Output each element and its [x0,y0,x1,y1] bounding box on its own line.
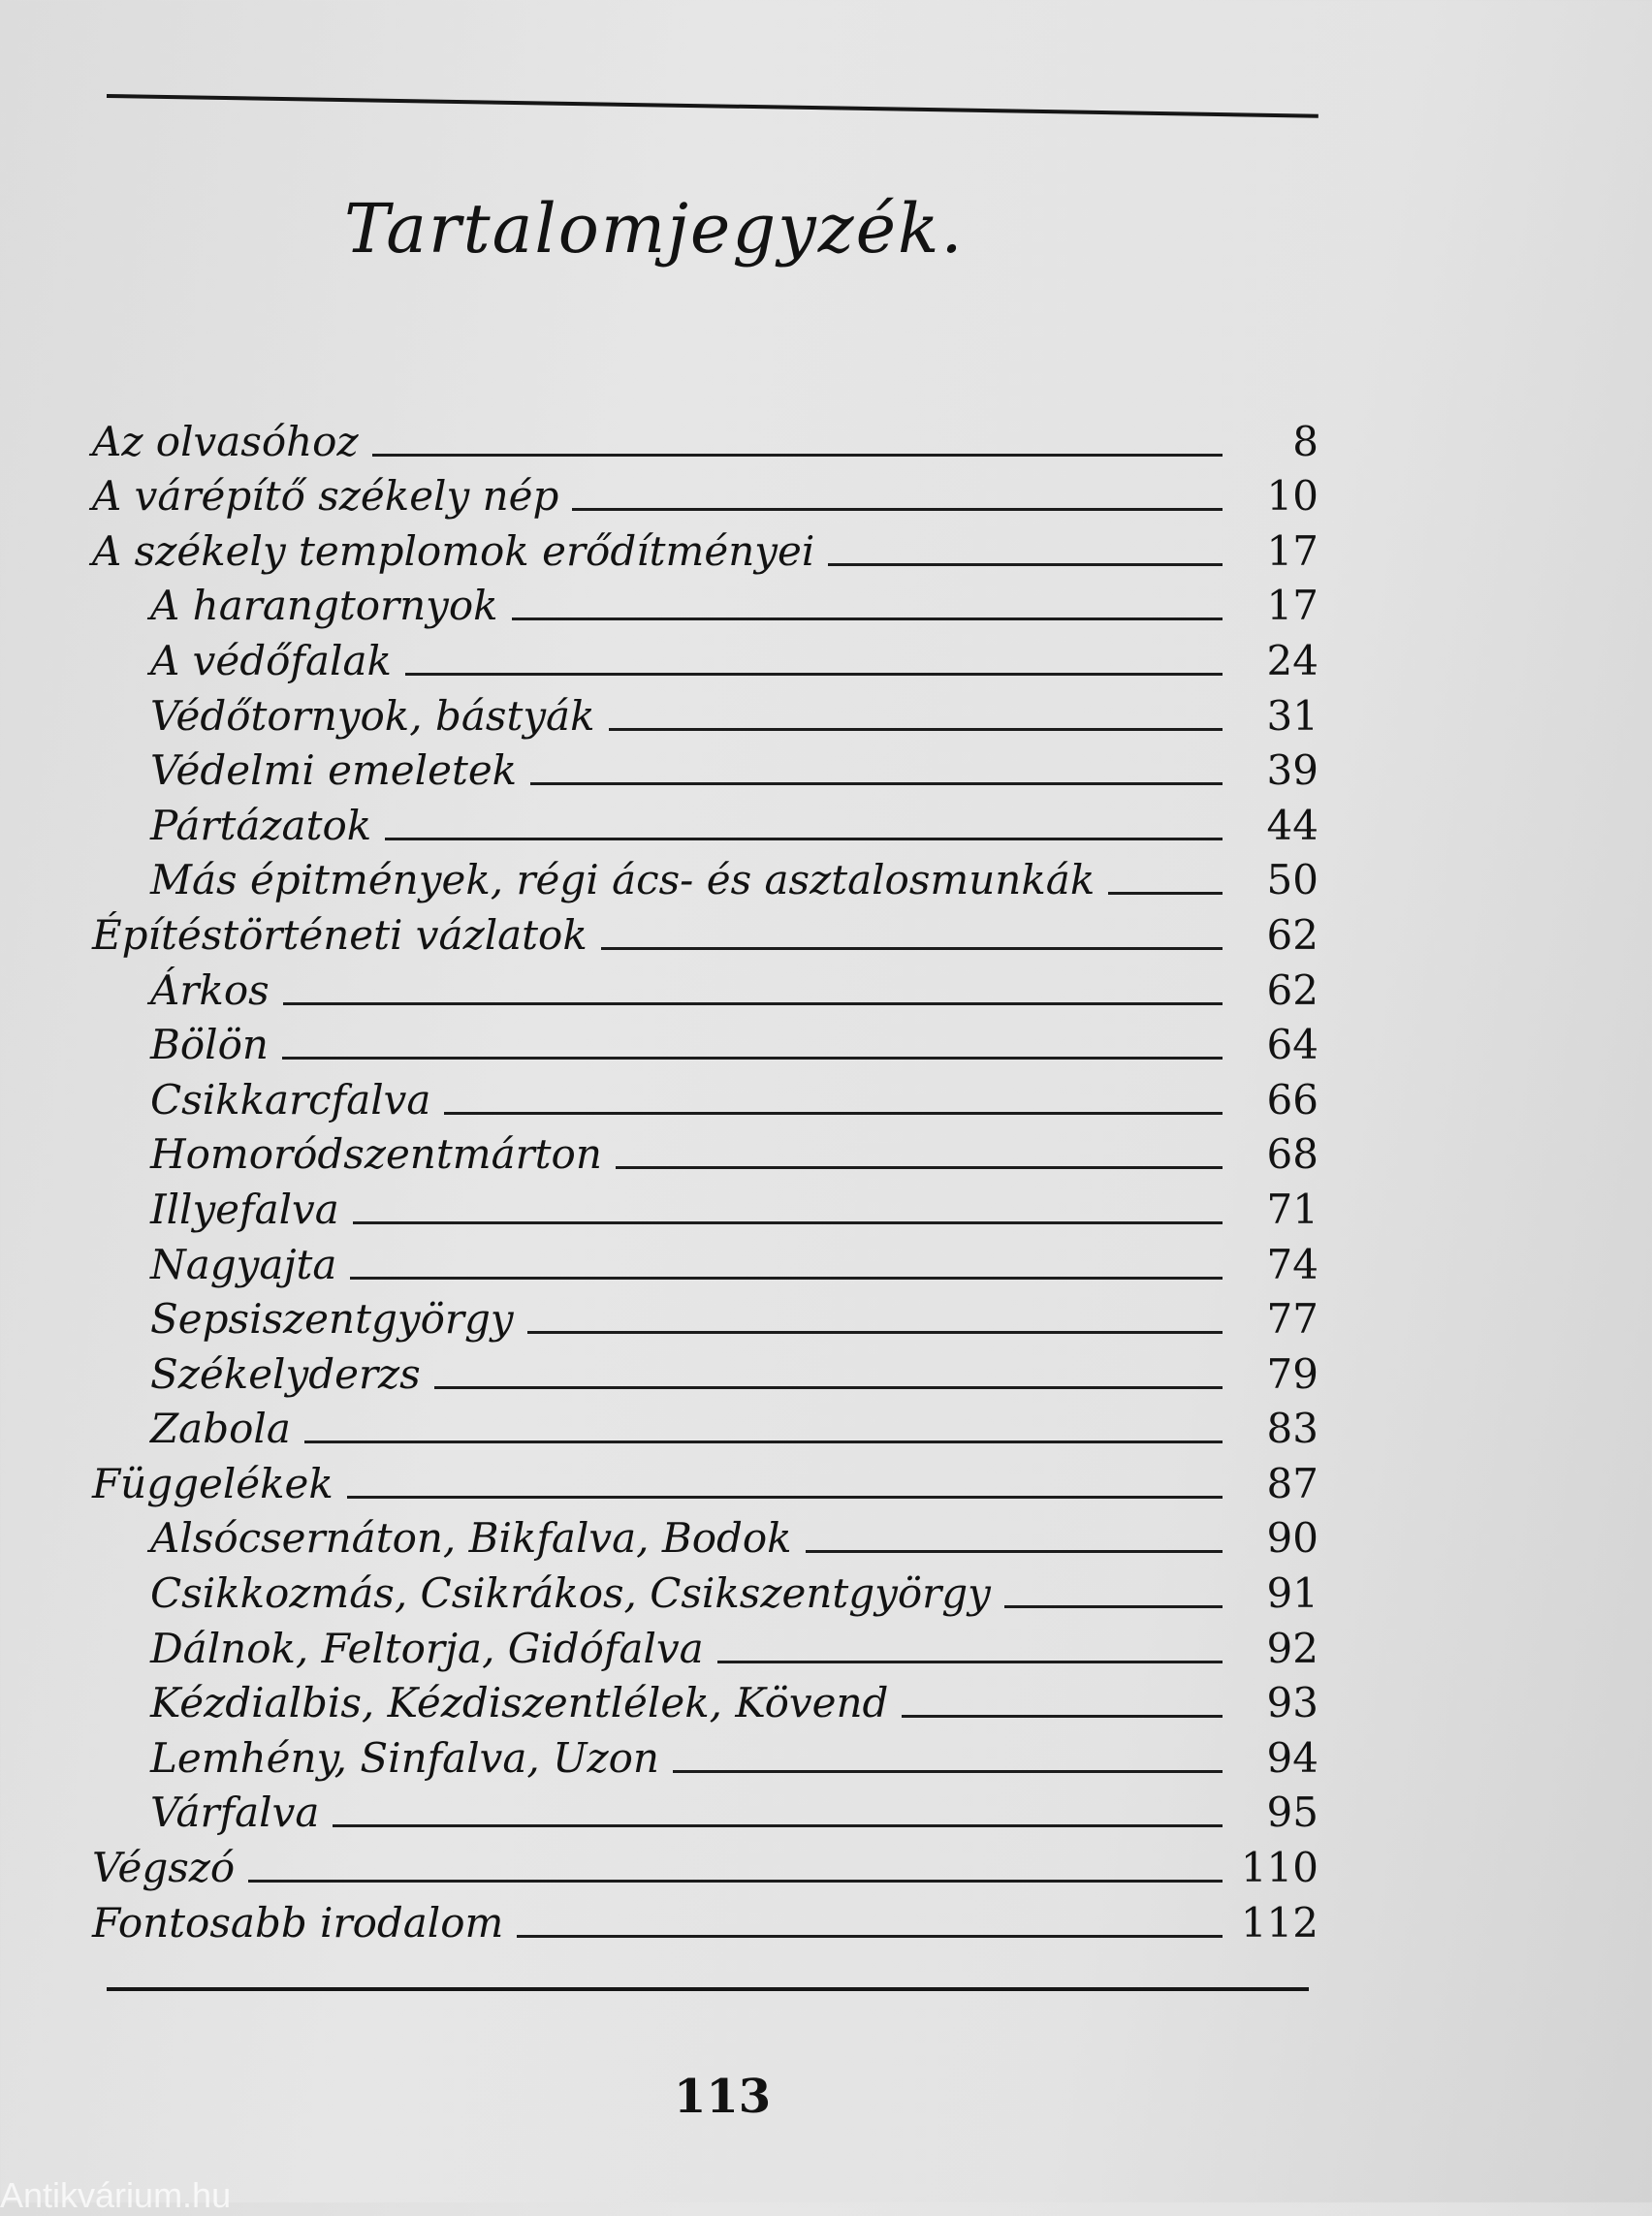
toc-leader-line [530,782,1223,785]
toc-entry [92,1559,1318,1618]
toc-entry-page: 110 [1240,1844,1318,1892]
toc-entry [92,517,1318,575]
toc-entry-page: 83 [1266,1405,1318,1453]
toc-entry-page: 10 [1266,472,1318,521]
toc-entry-page: 62 [1266,910,1318,959]
toc-leader-line [405,673,1223,676]
toc-entry-page: 62 [1266,966,1318,1014]
toc-leader-line [717,1661,1223,1663]
toc-entry-page: 24 [1266,636,1318,684]
toc-leader-line [572,508,1223,511]
toc-entry-page: 17 [1266,526,1318,575]
toc-entry-title: Lemhény, Sinfalva, Uzon [150,1733,659,1782]
toc-leader-line [806,1550,1223,1553]
toc-entry [92,1669,1318,1725]
toc-entry-title: Csikkozmás, Csikrákos, Csikszentgyörgy [150,1569,991,1618]
toc-entry-title: Építéstörténeti vázlatok [92,910,588,959]
toc-entry [92,1121,1318,1179]
toc-entry-page: 17 [1266,582,1318,630]
toc-entry-title: Várfalva [150,1789,320,1837]
toc-entry-title: Fontosabb irodalom [92,1898,504,1947]
page-number: 113 [674,2070,772,2124]
toc-entry-page: 93 [1266,1679,1318,1727]
toc-entry [92,1614,1318,1672]
toc-entry-title: Székelyderzs [150,1349,421,1398]
toc-entry-page: 39 [1266,746,1318,795]
toc-leader-line [673,1770,1223,1773]
toc-leader-line [527,1331,1223,1334]
toc-entry-page: 94 [1266,1733,1318,1782]
toc-leader-line [282,1057,1223,1060]
toc-entry-title: Homoródszentmárton [150,1130,602,1179]
toc-leader-line [304,1440,1223,1443]
table-of-contents [92,407,1318,1947]
toc-entry-title: A védőfalak [150,636,392,684]
toc-leader-line [372,454,1223,457]
watermark: Antikvárium.hu [0,2175,232,2215]
toc-entry-page: 90 [1266,1514,1318,1563]
toc-entry [92,626,1318,684]
toc-entry-page: 91 [1266,1569,1318,1618]
toc-entry [92,1724,1318,1782]
toc-entry [92,956,1318,1014]
toc-leader-line [347,1496,1223,1499]
toc-entry-page: 95 [1266,1789,1318,1837]
toc-entry-page: 8 [1292,417,1318,465]
toc-entry-title: Sepsiszentgyörgy [150,1295,514,1344]
toc-entry-page: 74 [1266,1240,1318,1288]
toc-leader-line [434,1386,1223,1389]
toc-entry [92,901,1318,959]
toc-leader-line [350,1277,1223,1280]
toc-entry-title: Pártázatok [150,801,372,849]
toc-entry [92,1011,1318,1069]
toc-entry [92,791,1318,849]
toc-entry [92,1888,1318,1947]
toc-entry [92,1285,1318,1344]
toc-entry-title: Dálnok, Feltorja, Gidófalva [150,1624,704,1672]
toc-entry [92,462,1318,521]
toc-entry [92,1340,1318,1398]
toc-entry-title: A székely templomok erődítményei [92,526,815,575]
toc-leader-line [517,1935,1223,1938]
toc-leader-line [902,1715,1223,1718]
toc-entry-page: 87 [1266,1459,1318,1507]
toc-entry-title: Árkos [150,966,270,1014]
toc-entry [92,1449,1318,1507]
toc-entry-title: Függelékek [92,1459,334,1507]
toc-leader-line [385,838,1223,840]
bottom-rule [107,1987,1309,1991]
toc-entry-title: Más épitmények, régi ács- és asztalosmunkák [150,856,1096,904]
toc-entry [92,407,1318,465]
toc-entry-page: 66 [1266,1075,1318,1124]
toc-leader-line [512,617,1223,620]
toc-entry [92,737,1318,795]
toc-entry-page: 92 [1266,1624,1318,1672]
toc-entry [92,1504,1318,1563]
toc-entry [92,681,1318,740]
toc-entry-page: 68 [1266,1130,1318,1179]
toc-entry [92,1833,1318,1892]
toc-entry-page: 112 [1240,1898,1318,1947]
toc-leader-line [601,947,1223,950]
toc-entry-page: 31 [1266,691,1318,740]
toc-entry-page: 50 [1266,856,1318,904]
toc-entry [92,572,1318,630]
toc-entry-title: Kézdialbis, Kézdiszentlélek, Kövend [150,1679,889,1727]
toc-entry-title: Végszó [92,1844,236,1892]
toc-entry [92,1065,1318,1124]
toc-entry-title: Zabola [150,1405,291,1453]
toc-entry-page: 79 [1266,1349,1318,1398]
toc-entry [92,1779,1318,1837]
toc-entry-title: Alsócsernáton, Bikfalva, Bodok [150,1514,792,1563]
toc-entry [92,1230,1318,1288]
toc-entry [92,846,1318,902]
toc-entry-title: Illyefalva [150,1185,339,1233]
toc-leader-line [609,728,1223,731]
toc-entry-page: 64 [1266,1021,1318,1069]
toc-leader-line [333,1824,1223,1827]
toc-leader-line [248,1880,1223,1883]
toc-entry-title: A várépítő székely nép [92,472,559,521]
toc-entry-title: Csikkarcfalva [150,1075,431,1124]
toc-leader-line [353,1221,1223,1224]
toc-leader-line [444,1112,1223,1115]
toc-leader-line [283,1002,1223,1005]
toc-entry-title: A harangtornyok [150,582,498,630]
toc-entry [92,1395,1318,1453]
toc-leader-line [828,563,1223,566]
toc-entry-page: 44 [1266,801,1318,849]
toc-leader-line [1108,892,1223,895]
toc-leader-line [1004,1605,1223,1608]
toc-entry [92,1175,1318,1233]
page-title: Tartalomjegyzék. [344,189,965,269]
toc-entry-page: 77 [1266,1295,1318,1344]
toc-entry-page: 71 [1266,1185,1318,1233]
toc-entry-title: Az olvasóhoz [92,417,359,465]
toc-entry-title: Védelmi emeletek [150,746,518,795]
toc-entry-title: Bölön [150,1021,269,1069]
toc-leader-line [616,1166,1223,1169]
toc-entry-title: Védőtornyok, bástyák [150,691,595,740]
top-rule [107,94,1318,118]
toc-entry-title: Nagyajta [150,1240,337,1288]
